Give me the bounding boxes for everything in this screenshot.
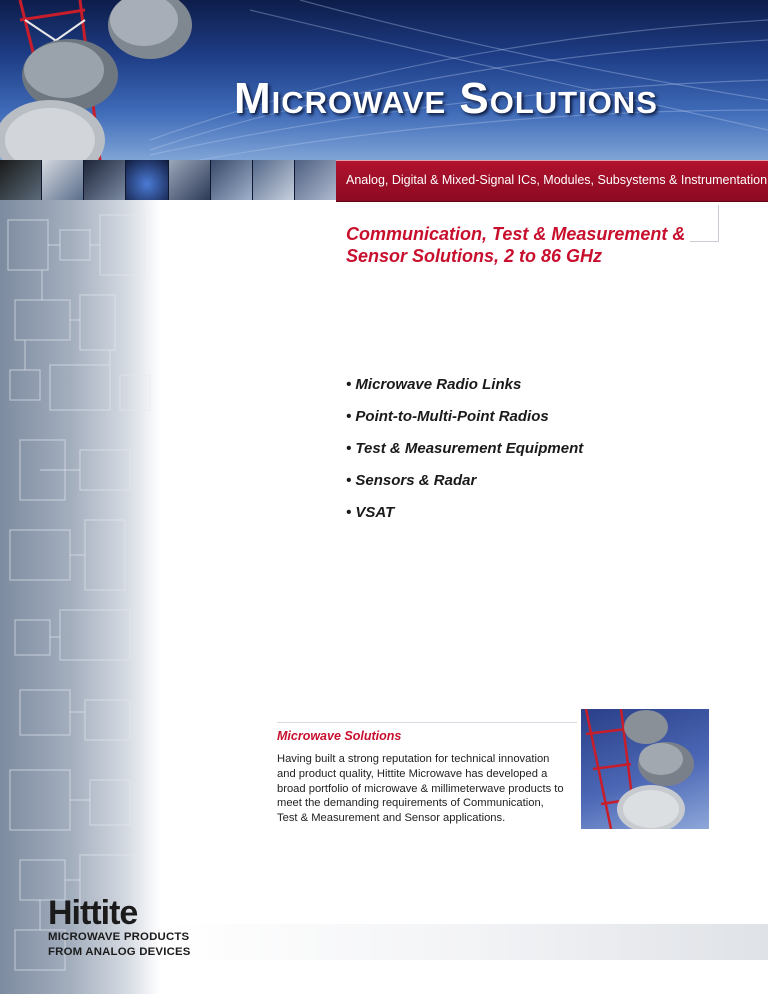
tower-dish-graphic [581,709,709,829]
thumbnail-image [253,160,295,200]
list-item: • VSAT [346,504,395,521]
headline: Communication, Test & Measurement & Sensor Solutions, 2 to 86 GHz [346,224,686,266]
list-item: • Sensors & Radar [346,472,477,489]
logo-wordmark: Hittite [48,894,138,932]
application-list [346,376,583,536]
section-title: Microwave Solutions [277,729,402,743]
subtitle-bar [336,160,768,202]
header-banner [0,0,768,160]
list-item: • Point-to-Multi-Point Radios [346,408,549,425]
logo-tagline-1: MICROWAVE PRODUCTS [48,931,190,943]
list-item: • Test & Measurement Equipment [346,440,584,457]
thumbnail-image [84,160,126,200]
circuit-board-graphic [0,200,160,994]
thumbnail-image [295,160,336,200]
circuit-board-pattern [0,200,160,994]
list-item: • Microwave Radio Links [346,376,522,393]
divider [277,722,577,723]
footer-band [160,924,768,960]
tower-dish-photo [581,709,709,829]
company-logo [48,896,191,960]
logo-tagline-2: FROM ANALOG DEVICES [48,946,191,958]
page-title: Microwave Solutions [234,74,658,123]
thumbnail-image [211,160,253,200]
thumbnail-strip-images [0,160,336,200]
section-body: Having built a strong reputation for technical innovation and product quality, Hittite Microwave has developed a broad portfolio of microwave & millimeterwave products to meet the demanding requirements of Communication, Test & Measurement and Sensor applications. [277,753,564,825]
thumbnail-image [0,160,42,200]
thumbnail-image [126,160,168,200]
header-subtitle: Analog, Digital & Mixed-Signal ICs, Modules, Subsystems & Instrumentation [346,173,768,187]
thumbnail-image [169,160,211,200]
thumbnail-image [42,160,84,200]
